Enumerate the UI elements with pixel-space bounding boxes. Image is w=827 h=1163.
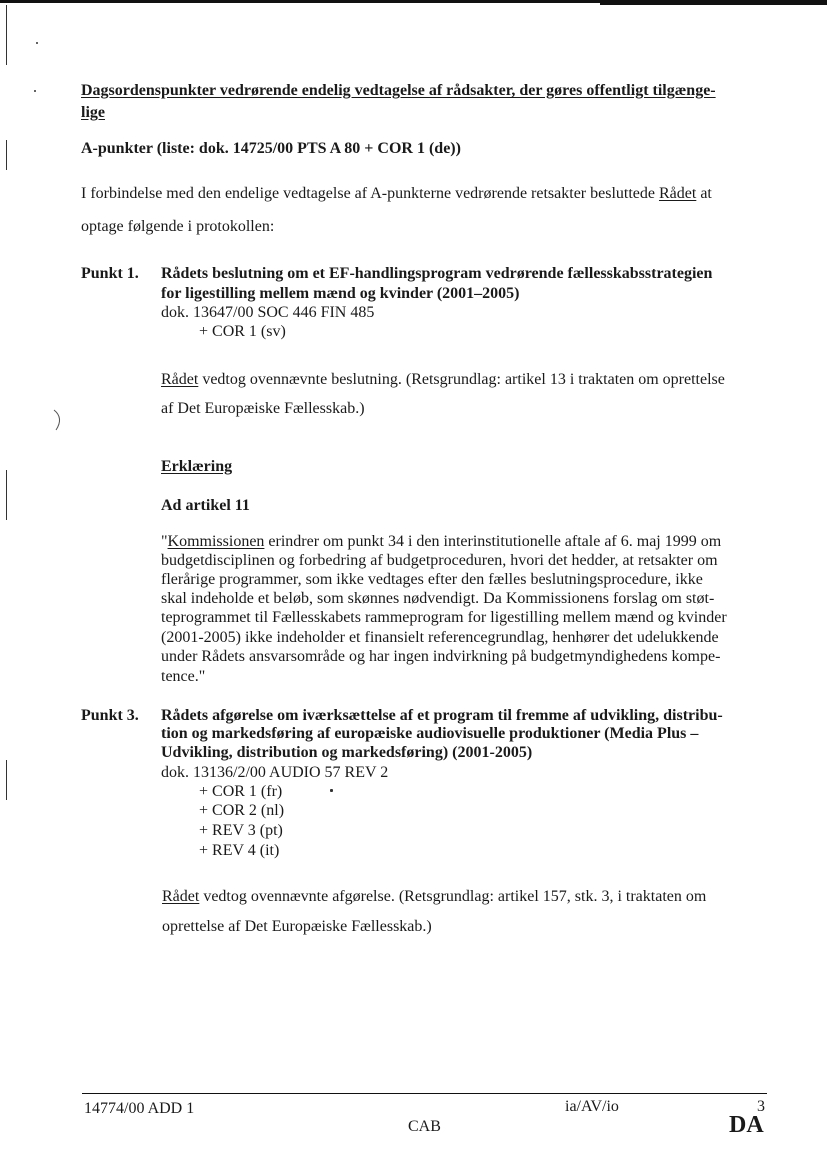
footer-page-number: 3 xyxy=(757,1098,765,1115)
item1-decision-line2: af Det Europæiske Fællesskab.) xyxy=(161,400,365,417)
footer-rule xyxy=(82,1093,767,1094)
item3-decision-subject: Rådet xyxy=(162,888,200,905)
item3-ref: + COR 1 (fr) xyxy=(199,783,283,800)
agenda-heading-line2: lige xyxy=(81,104,105,121)
agenda-heading-line1: Dagsordenspunkter vedrørende endelig vedtagelse af rådsakter, der gøres offentligt tilgænge- xyxy=(81,82,716,99)
statement-line: flerårige programmer, som ikke vedtages efter den fælles beslutningsprocedure, ikke xyxy=(161,571,703,588)
intro-line1 xyxy=(81,185,712,203)
statement-line: tence." xyxy=(161,668,206,685)
statement-line: budgetdisciplinen og forbedring af budgetproceduren, hvori det hedder, at retsakter om xyxy=(161,552,718,569)
item3-ref: + REV 3 (pt) xyxy=(199,822,283,839)
left-margin-line xyxy=(6,140,7,170)
item1-decision-subject: Rådet xyxy=(161,371,199,388)
item3-decision-text: vedtog ovennævnte afgørelse. (Retsgrundlag: artikel 157, stk. 3, i traktaten om xyxy=(199,888,707,905)
statement-line: teprogrammet til Fællesskabets rammeprogram for ligestilling mellem mænd og kvinder xyxy=(161,609,727,626)
footer-language: DA xyxy=(729,1112,764,1138)
left-margin-line xyxy=(6,470,7,520)
statement-quote: " xyxy=(161,533,168,550)
footer-service: CAB xyxy=(408,1118,441,1135)
intro-line2: optage følgende i protokollen: xyxy=(81,218,275,235)
item1-doc-line: dok. 13647/00 SOC 446 FIN 485 xyxy=(161,304,375,321)
punch-hole-mark xyxy=(52,408,66,432)
a-items-line: A-punkter (liste: dok. 14725/00 PTS A 80 + COR 1 (de)) xyxy=(81,140,461,157)
item1-decision-text: vedtog ovennævnte beslutning. (Retsgrundlag: artikel 13 i traktaten om oprettelse xyxy=(198,371,725,388)
left-margin-line xyxy=(6,5,7,65)
scan-speck xyxy=(34,90,36,92)
declaration-heading: Erklæring xyxy=(161,458,233,475)
item3-decision-line1 xyxy=(162,888,706,906)
item3-title-line1: Rådets afgørelse om iværksættelse af et program til fremme af udvikling, distribu- xyxy=(161,707,723,724)
item1-label: Punkt 1. xyxy=(81,265,139,282)
item1-cor-line: + COR 1 (sv) xyxy=(199,323,286,340)
intro-council-link: Rådet xyxy=(658,185,697,202)
statement-line: skal indeholde et beløb, som skønnes nødvendigt. Da Kommissionens forslag om støt- xyxy=(161,590,715,607)
scan-speck xyxy=(330,789,333,792)
intro-text-end: at xyxy=(696,185,712,202)
intro-text: I forbindelse med den endelige vedtagelse af A-punkterne vedrørende retsakter besluttede xyxy=(81,185,659,202)
left-margin-line xyxy=(6,760,7,800)
item3-decision-line2: oprettelse af Det Europæiske Fællesskab.) xyxy=(162,918,432,935)
statement-line1 xyxy=(161,532,721,552)
article-heading: Ad artikel 11 xyxy=(161,497,250,514)
item3-doc-line: dok. 13136/2/00 AUDIO 57 REV 2 xyxy=(161,764,389,781)
scan-speck xyxy=(36,42,38,44)
item1-title-line1: Rådets beslutning om et EF-handlingsprogram vedrørende fællesskabsstrategien xyxy=(161,265,713,282)
item1-title-line2: for ligestilling mellem mænd og kvinder (2001–2005) xyxy=(161,285,520,302)
statement-subject: Kommissionen xyxy=(167,533,265,550)
statement-text: erindrer om punkt 34 i den interinstitutionelle aftale af 6. maj 1999 om xyxy=(264,533,722,550)
footer-initials: ia/AV/io xyxy=(565,1098,619,1115)
statement-line: (2001-2005) ikke indeholder et finansielt referencegrundlag, henhører det udelukkende xyxy=(161,629,719,646)
item3-title-line3: Udvikling, distribution og markedsføring) (2001-2005) xyxy=(161,744,533,761)
item3-label: Punkt 3. xyxy=(81,707,139,724)
item3-ref: + REV 4 (it) xyxy=(199,842,280,859)
item3-ref: + COR 2 (nl) xyxy=(199,802,285,819)
top-border-line-thick xyxy=(600,3,827,5)
item1-decision-line1 xyxy=(161,371,725,389)
footer-doc-ref: 14774/00 ADD 1 xyxy=(84,1100,195,1117)
item3-title-line2: tion og markedsføring af europæiske audiovisuelle produktioner (Media Plus – xyxy=(161,725,699,742)
statement-line: under Rådets ansvarsområde og har ingen indvirkning på budgetmyndighedens kompe- xyxy=(161,648,721,665)
